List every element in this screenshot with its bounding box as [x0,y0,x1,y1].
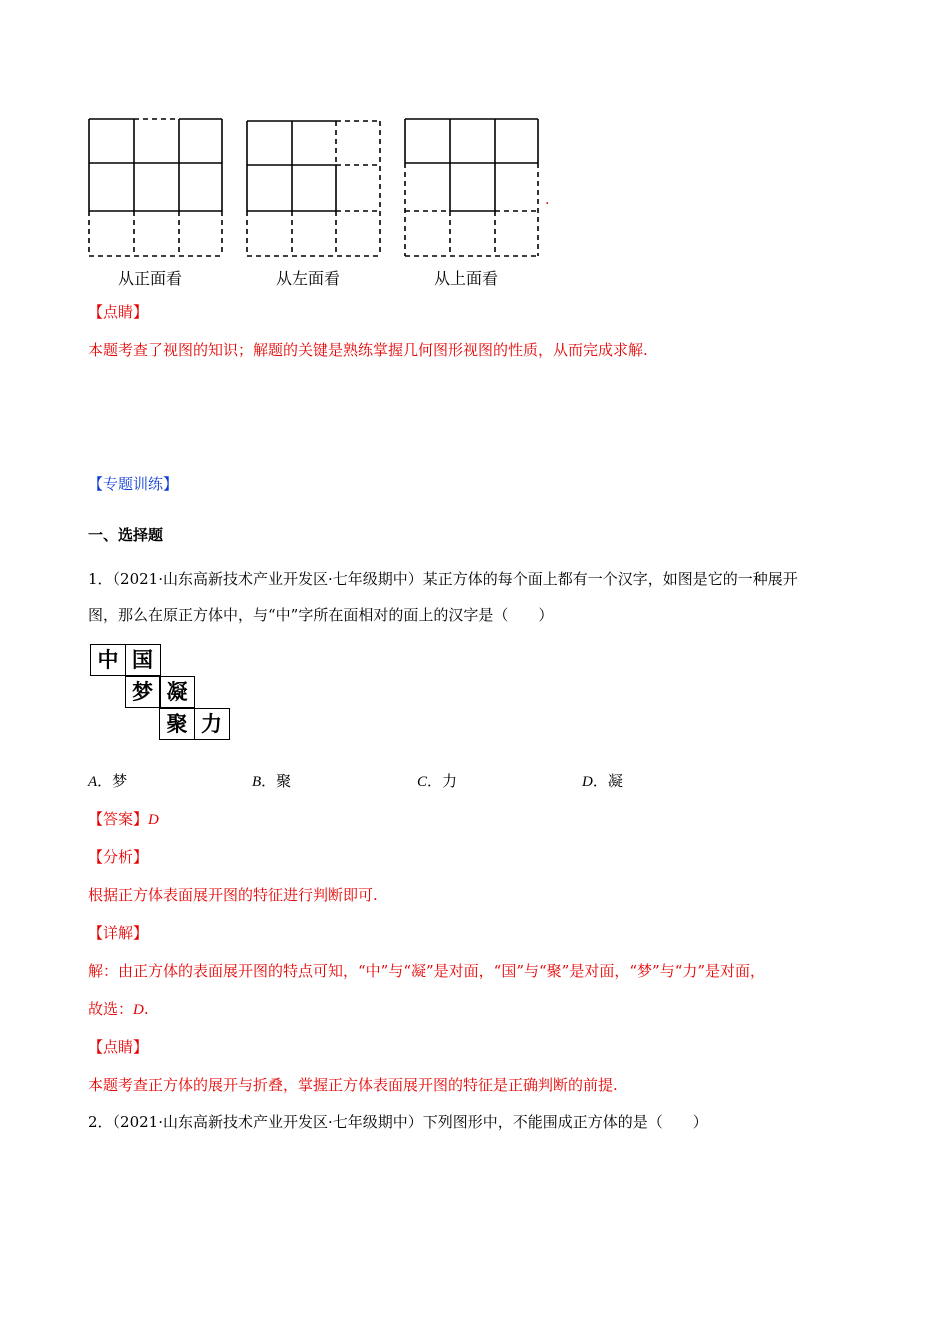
net-cell-zhong: 中 [90,644,126,676]
option-letter: D [582,774,593,790]
question-2-line-1: 2．（2021·山东高新技术产业开发区·七年级期中）下列图形中，不能围成正方体的是（ ） [88,1113,708,1131]
three-views-figure [88,116,558,296]
question-1-line-1: 1．（2021·山东高新技术产业开发区·七年级期中）某正方体的每个面上都有一个汉字，如图是它的一种展开 [88,570,798,588]
option-text: ．梦 [97,772,128,790]
answer-value: D [148,812,159,828]
net-cell-ning: 凝 [159,676,195,708]
option-letter: C [417,774,428,790]
detail-line-1: 解：由正方体的表面展开图的特点可知，“中”与“凝”是对面，“国”与“聚”是对面，“梦”与“力”是对面， [88,962,766,980]
option-a [88,770,127,791]
net-cell-ju: 聚 [159,708,195,740]
option-text: ．凝 [592,772,623,790]
option-b [252,770,291,791]
analysis-heading: 【分析】 [88,848,149,866]
answer-heading: 【答案】 [88,810,149,828]
net-cell-guo: 国 [125,644,161,676]
net-cell-li: 力 [194,708,230,740]
front-view [89,119,222,256]
net-cell-meng: 梦 [125,676,161,708]
tip-2-heading: 【点睛】 [88,1038,149,1056]
tip-heading: 【点睛】 [88,303,149,321]
section-heading: 一、选择题 [88,526,164,544]
detail-line-2-value: D [133,1002,144,1018]
trailing-mark: . [545,192,550,208]
cube-net [90,644,240,746]
top-view [405,119,538,256]
analysis-body: 根据正方体表面展开图的特征进行判断即可. [88,886,378,904]
detail-line-2-prefix: 故选： [88,1000,134,1018]
option-letter: A [88,774,98,790]
detail-heading: 【详解】 [88,924,149,942]
training-heading: 【专题训练】 [88,475,179,493]
option-d [582,770,623,791]
detail-line-2 [88,998,149,1019]
tip-2-body: 本题考查正方体的展开与折叠，掌握正方体表面展开图的特征是正确判断的前提. [88,1076,618,1094]
three-views-svg [88,116,558,266]
top-view-label: 从上面看 [434,269,499,288]
option-text: ．聚 [261,772,292,790]
detail-line-2-suffix: . [143,1000,149,1018]
front-view-label: 从正面看 [118,269,183,288]
option-c [417,770,457,791]
question-1-line-2: 图，那么在原正方体中，与“中”字所在面相对的面上的汉字是（ ） [88,606,554,624]
answer-line [88,808,159,829]
option-text: ．力 [427,772,458,790]
tip-body: 本题考查了视图的知识；解题的关键是熟练掌握几何图形视图的性质，从而完成求解. [88,341,648,359]
left-view [247,121,380,256]
option-letter: B [252,774,262,790]
left-view-label: 从左面看 [276,269,341,288]
